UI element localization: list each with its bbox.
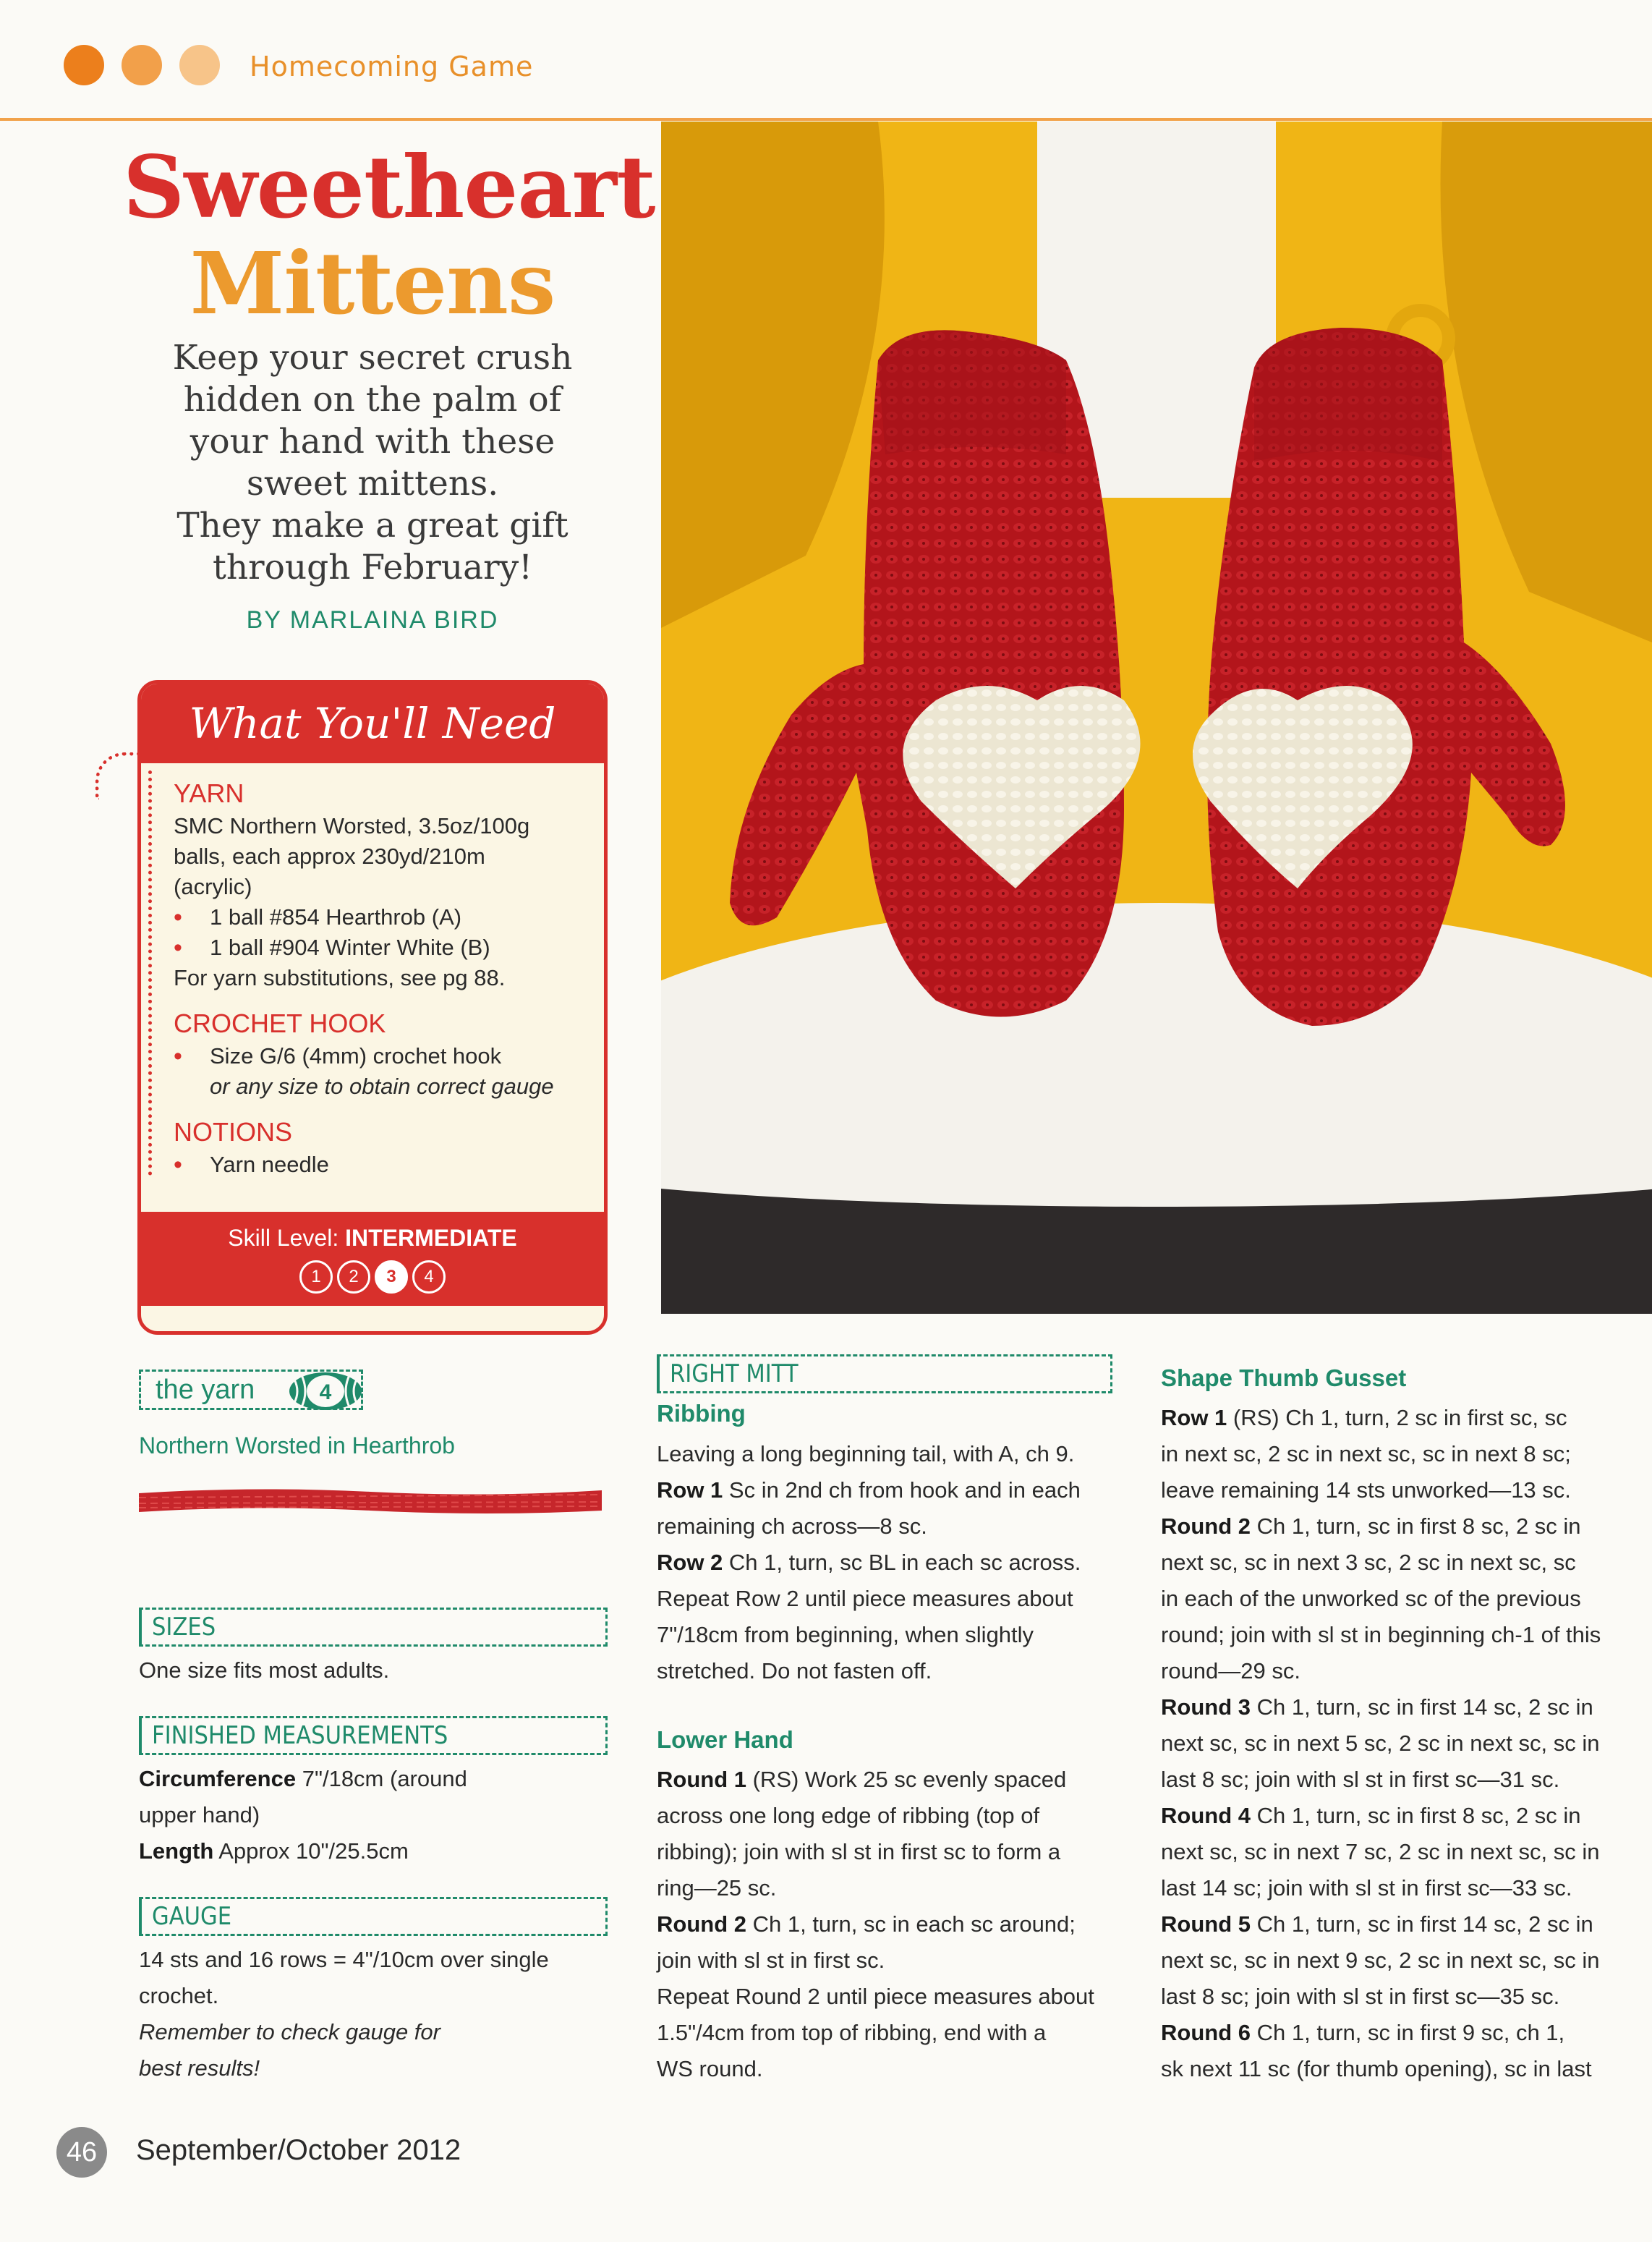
instruction-step-label: Round 1 xyxy=(657,1767,746,1792)
section-label: Homecoming Game xyxy=(250,51,534,82)
lower-hand-heading: Lower Hand xyxy=(657,1726,793,1753)
instruction-step-text: in next sc, 2 sc in next sc, sc in next 8 sc; xyxy=(1161,1441,1571,1466)
yarn-substitution: For yarn substitutions, see pg 88. xyxy=(174,965,506,990)
circumference-value: 7"/18cm (around xyxy=(302,1766,467,1791)
instruction-step-text: WS round. xyxy=(657,2056,763,2081)
instruction-line xyxy=(657,2051,1120,2087)
finished-measurements-text xyxy=(139,1761,602,1869)
instruction-line xyxy=(1161,1725,1645,1762)
instruction-step-text: 7"/18cm from beginning, when slightly xyxy=(657,1622,1034,1647)
instruction-step-text: next sc, sc in next 3 sc, 2 sc in next sc, sc xyxy=(1161,1550,1576,1575)
instruction-step-text: sk next 11 sc (for thumb opening), sc in last xyxy=(1161,2056,1592,2081)
instruction-step-text: next sc, sc in next 9 sc, 2 sc in next sc, sc in xyxy=(1161,1948,1600,1973)
instruction-line xyxy=(1161,1508,1645,1545)
instruction-step-text: Leaving a long beginning tail, with A, ch 9. xyxy=(657,1441,1075,1466)
instruction-line xyxy=(657,1508,1120,1545)
skill-circle: 4 xyxy=(412,1260,446,1294)
instruction-step-label: Round 5 xyxy=(1161,1911,1251,1937)
stitch-border xyxy=(148,770,156,1176)
instruction-step-text: remaining ch across—8 sc. xyxy=(657,1513,927,1539)
instruction-step-text: round—29 sc. xyxy=(1161,1658,1300,1683)
deck-line: Keep your secret crush xyxy=(172,338,573,378)
instruction-line xyxy=(1161,1436,1645,1472)
instruction-step-text: last 14 sc; join with sl st in first sc—33 sc. xyxy=(1161,1875,1572,1901)
skill-level-circles xyxy=(141,1260,604,1294)
the-yarn-label: the yarn xyxy=(156,1375,255,1405)
instruction-line xyxy=(1161,1545,1645,1581)
skill-circle: 2 xyxy=(337,1260,370,1294)
instruction-step-text: Ch 1, turn, sc in first 14 sc, 2 sc in xyxy=(1251,1694,1593,1720)
instruction-step-label: Round 3 xyxy=(1161,1694,1251,1720)
instruction-step-label: Row 2 xyxy=(657,1550,723,1575)
instruction-step-text: Ch 1, turn, sc in first 8 sc, 2 sc in xyxy=(1251,1803,1581,1828)
thumb-gusset-text xyxy=(1161,1400,1645,2087)
skill-level xyxy=(141,1212,604,1252)
instruction-line xyxy=(1161,1942,1645,1979)
deck-line: hidden on the palm of xyxy=(183,380,562,420)
byline: BY MARLAINA BIRD xyxy=(246,606,499,634)
instruction-line xyxy=(657,1906,1120,1942)
title-line-2: Mittens xyxy=(190,233,555,334)
instruction-step-text: in each of the unworked sc of the previous xyxy=(1161,1586,1581,1611)
instruction-line xyxy=(1161,1906,1645,1942)
skill-prefix: Skill Level: xyxy=(228,1225,339,1251)
yarn-item: • 1 ball #904 Winter White (B) xyxy=(174,933,593,963)
materials-list xyxy=(174,770,593,1180)
instruction-line xyxy=(657,1834,1120,1870)
instruction-step-text: next sc, sc in next 7 sc, 2 sc in next sc, sc in xyxy=(1161,1839,1600,1864)
instruction-line xyxy=(1161,1870,1645,1906)
instruction-line xyxy=(1161,2015,1645,2051)
length-label: Length xyxy=(139,1838,214,1864)
instruction-step-text: next sc, sc in next 5 sc, 2 sc in next sc, sc in xyxy=(1161,1731,1600,1756)
mittens-illustration xyxy=(661,122,1652,1314)
circumference-label: Circumference xyxy=(139,1766,297,1791)
lower-hand-text xyxy=(657,1762,1120,2087)
circumference-line-2: upper hand) xyxy=(139,1802,260,1827)
yarn-weight-number: 4 xyxy=(319,1380,332,1404)
deck-line: sweet mittens. xyxy=(246,464,499,504)
instruction-line xyxy=(1161,1472,1645,1508)
instruction-step-text: Repeat Row 2 until piece measures about xyxy=(657,1586,1073,1611)
instruction-line xyxy=(1161,1834,1645,1870)
gauge-line: crochet. xyxy=(139,1983,219,2008)
instruction-step-text: 1.5"/4cm from top of ribbing, end with a xyxy=(657,2020,1047,2045)
deck xyxy=(130,337,615,589)
page-number: 46 xyxy=(56,2127,107,2178)
instruction-line xyxy=(657,1436,1120,1472)
instruction-line xyxy=(1161,1653,1645,1689)
issue-date: September/October 2012 xyxy=(136,2134,461,2166)
gauge-heading: GAUGE xyxy=(139,1897,608,1936)
title-line-1: Sweetheart xyxy=(123,137,655,237)
instruction-line xyxy=(1161,1979,1645,2015)
gauge-note: best results! xyxy=(139,2055,260,2081)
instruction-step-text: Sc in 2nd ch from hook and in each xyxy=(723,1477,1081,1503)
instruction-step-text: last 8 sc; join with sl st in first sc—35 sc. xyxy=(1161,1984,1560,2009)
instruction-step-text: leave remaining 14 sts unworked—13 sc. xyxy=(1161,1477,1571,1503)
instruction-line xyxy=(657,2015,1120,2051)
instruction-line xyxy=(657,1979,1120,2015)
gauge-line: 14 sts and 16 rows = 4"/10cm over single xyxy=(139,1947,549,1972)
instruction-line xyxy=(1161,1798,1645,1834)
instruction-step-label: Row 1 xyxy=(1161,1405,1227,1430)
instruction-step-text: ring—25 sc. xyxy=(657,1875,777,1901)
hook-note: or any size to obtain correct gauge xyxy=(210,1074,554,1099)
yarn-label: YARN xyxy=(174,778,244,808)
sizes-text: One size fits most adults. xyxy=(139,1657,390,1683)
sizes-heading: SIZES xyxy=(139,1608,608,1647)
instruction-line xyxy=(1161,1689,1645,1725)
instruction-line xyxy=(657,1472,1120,1508)
skill-level-bar xyxy=(141,1212,604,1306)
instruction-line xyxy=(657,1942,1120,1979)
instruction-line xyxy=(657,1653,1120,1689)
ribbing-heading: Ribbing xyxy=(657,1400,746,1427)
yarn-desc-line: balls, each approx 230yd/210m xyxy=(174,844,485,869)
instruction-step-text: Ch 1, turn, sc in first 8 sc, 2 sc in xyxy=(1251,1513,1581,1539)
yarn-desc-line: SMC Northern Worsted, 3.5oz/100g xyxy=(174,813,530,838)
instruction-step-text: Ch 1, turn, sc BL in each sc across. xyxy=(723,1550,1081,1575)
instruction-line xyxy=(1161,1581,1645,1617)
yarn-desc-line: (acrylic) xyxy=(174,874,252,899)
instruction-step-text: Repeat Round 2 until piece measures about xyxy=(657,1984,1094,2009)
instruction-step-label: Round 2 xyxy=(657,1911,746,1937)
notions-label: NOTIONS xyxy=(174,1117,293,1147)
instruction-step-text: across one long edge of ribbing (top of xyxy=(657,1803,1040,1828)
instruction-line xyxy=(657,1870,1120,1906)
instruction-step-text: Ch 1, turn, sc in first 9 sc, ch 1, xyxy=(1251,2020,1565,2045)
deck-line: They make a great gift xyxy=(176,506,569,545)
right-mitt-heading: RIGHT MITT xyxy=(657,1354,1112,1393)
instruction-step-label: Row 1 xyxy=(657,1477,723,1503)
instruction-step-text: (RS) Work 25 sc evenly spaced xyxy=(746,1767,1067,1792)
instruction-line xyxy=(657,1798,1120,1834)
gauge-text xyxy=(139,1942,602,2086)
mittens-photo xyxy=(661,122,1652,1314)
yarn-name: Northern Worsted in Hearthrob xyxy=(139,1432,455,1458)
instruction-line xyxy=(657,1545,1120,1581)
header-dot-3 xyxy=(179,45,220,85)
instruction-step-text: last 8 sc; join with sl st in first sc—31 sc. xyxy=(1161,1767,1560,1792)
instruction-line xyxy=(1161,2051,1645,2087)
notions-item: • Yarn needle xyxy=(174,1150,593,1180)
skill-circle-active: 3 xyxy=(375,1260,408,1294)
instruction-step-text: ribbing); join with sl st in first sc to form a xyxy=(657,1839,1061,1864)
deck-line: through February! xyxy=(212,548,533,587)
instruction-line xyxy=(657,1762,1120,1798)
instruction-step-text: join with sl st in first sc. xyxy=(657,1948,885,1973)
circumference-line xyxy=(139,1761,602,1797)
skill-circle: 1 xyxy=(299,1260,333,1294)
length-value: Approx 10"/25.5cm xyxy=(218,1838,409,1864)
instruction-step-text: stretched. Do not fasten off. xyxy=(657,1658,932,1683)
instruction-line xyxy=(657,1581,1120,1617)
yarn-weight-icon xyxy=(286,1370,365,1413)
thumb-gusset-heading: Shape Thumb Gusset xyxy=(1161,1364,1407,1391)
hook-label: CROCHET HOOK xyxy=(174,1009,386,1038)
instruction-step-label: Round 6 xyxy=(1161,2020,1251,2045)
deck-line: your hand with these xyxy=(190,422,555,462)
instruction-step-text: Ch 1, turn, sc in each sc around; xyxy=(746,1911,1076,1937)
header-dot-1 xyxy=(64,45,104,85)
instruction-step-text: Ch 1, turn, sc in first 14 sc, 2 sc in xyxy=(1251,1911,1593,1937)
skill-value: INTERMEDIATE xyxy=(345,1225,517,1251)
instruction-step-label: Round 4 xyxy=(1161,1803,1251,1828)
header-dot-2 xyxy=(122,45,162,85)
yarn-item: • 1 ball #854 Hearthrob (A) xyxy=(174,902,593,933)
ribbing-text xyxy=(657,1436,1120,1689)
instruction-step-label: Round 2 xyxy=(1161,1513,1251,1539)
instruction-line xyxy=(1161,1762,1645,1798)
yarn-swatch xyxy=(139,1485,602,1516)
what-you-need-heading: What You'll Need xyxy=(141,684,604,763)
header-rule xyxy=(0,118,1652,121)
finished-measurements-heading: FINISHED MEASUREMENTS xyxy=(139,1716,608,1755)
what-you-need-box xyxy=(137,680,608,1335)
instruction-line xyxy=(1161,1400,1645,1436)
instruction-line xyxy=(657,1617,1120,1653)
instruction-step-text: round; join with sl st in beginning ch-1 of this xyxy=(1161,1622,1601,1647)
instruction-step-text: (RS) Ch 1, turn, 2 sc in first sc, sc xyxy=(1227,1405,1567,1430)
instruction-line xyxy=(1161,1617,1645,1653)
hook-item: • Size G/6 (4mm) crochet hook xyxy=(174,1041,593,1071)
length-line xyxy=(139,1833,602,1869)
gauge-note: Remember to check gauge for xyxy=(139,2019,440,2044)
